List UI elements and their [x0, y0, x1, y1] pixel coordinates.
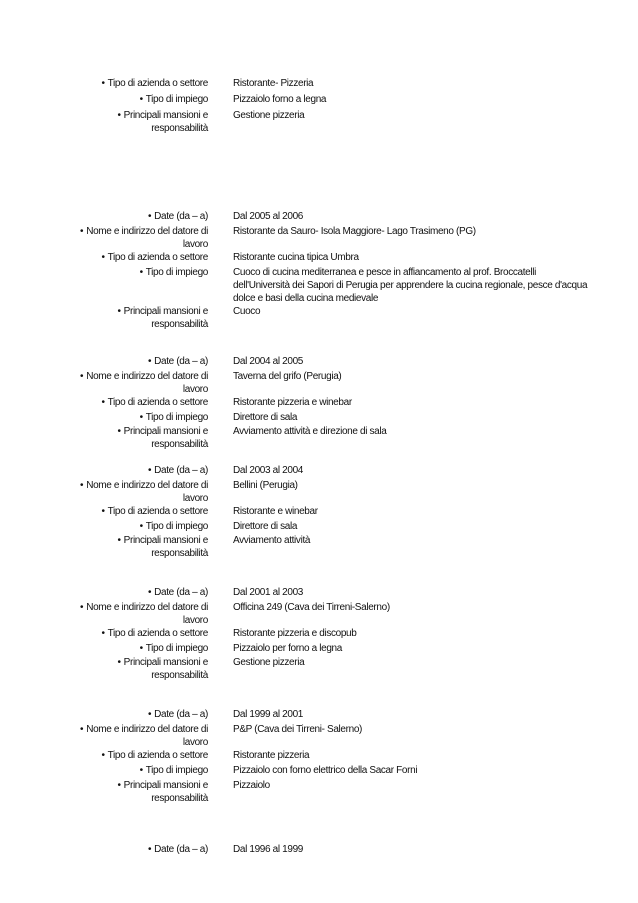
label-text: Tipo di impiego: [145, 412, 208, 423]
label-text: Nome e indirizzo del datore di lavoro: [86, 371, 208, 395]
field-label: [72, 251, 208, 264]
field-label: [72, 520, 208, 533]
label-text: Principali mansioni e responsabilità: [123, 780, 208, 804]
label-text: Date (da – a): [154, 465, 208, 476]
field-value: Gestione pizzeria: [233, 110, 305, 121]
field-label: [96, 305, 208, 331]
field-value: Pizzaiolo per forno a legna: [233, 643, 342, 654]
field-value: Dal 2004 al 2005: [233, 356, 304, 367]
field-label: [72, 723, 208, 749]
label-text: Tipo di impiego: [145, 765, 208, 776]
field-value: Avviamento attività e direzione di sala: [233, 426, 387, 437]
field-label: [72, 708, 208, 721]
field-value: Ristorante pizzeria: [233, 750, 310, 761]
bullet: •: [101, 78, 105, 89]
label-text: Nome e indirizzo del datore di lavoro: [86, 480, 208, 504]
label-text: Principali mansioni e responsabilità: [123, 535, 208, 559]
label-text: Principali mansioni e responsabilità: [123, 306, 208, 330]
label-text: Tipo di azienda o settore: [107, 628, 208, 639]
label-text: Nome e indirizzo del datore di lavoro: [86, 226, 208, 250]
label-text: Date (da – a): [154, 356, 208, 367]
label-text: Tipo di azienda o settore: [107, 78, 208, 89]
label-text: Date (da – a): [154, 709, 208, 720]
bullet: •: [80, 371, 84, 382]
label-text: Tipo di azienda o settore: [107, 750, 208, 761]
field-value: P&P (Cava dei Tirreni- Salerno): [233, 724, 363, 735]
bullet: •: [117, 110, 121, 121]
bullet: •: [80, 480, 84, 491]
bullet: •: [80, 226, 84, 237]
label-text: Principali mansioni e responsabilità: [123, 657, 208, 681]
field-value: Direttore di sala: [233, 521, 298, 532]
label-text: Tipo di impiego: [145, 267, 208, 278]
field-label: [72, 396, 208, 409]
bullet: •: [117, 535, 121, 546]
field-label: [72, 266, 208, 279]
field-label: [72, 601, 208, 627]
bullet: •: [139, 412, 143, 423]
field-label: [72, 355, 208, 368]
bullet: •: [117, 657, 121, 668]
label-text: Principali mansioni e responsabilità: [123, 426, 208, 450]
field-value: Dal 2001 al 2003: [233, 587, 304, 598]
field-value: Ristorante cucina tipica Umbra: [233, 252, 359, 263]
label-text: Tipo di impiego: [145, 521, 208, 532]
label-text: Tipo di impiego: [145, 643, 208, 654]
field-label: [96, 779, 208, 805]
field-label: [96, 425, 208, 451]
label-text: Date (da – a): [154, 844, 208, 855]
field-value: Bellini (Perugia): [233, 480, 298, 491]
field-value: Officina 249 (Cava dei Tirreni-Salerno): [233, 602, 390, 613]
bullet: •: [101, 628, 105, 639]
field-value: Dal 1996 al 1999: [233, 844, 304, 855]
bullet: •: [101, 750, 105, 761]
field-value: Pizzaiolo: [233, 780, 270, 791]
field-value: Dal 1999 al 2001: [233, 709, 304, 720]
field-label: [72, 749, 208, 762]
bullet: •: [148, 465, 152, 476]
field-label: [72, 505, 208, 518]
bullet: •: [139, 94, 143, 105]
field-value: Gestione pizzeria: [233, 657, 305, 668]
field-label: [96, 109, 208, 135]
bullet: •: [148, 709, 152, 720]
field-label: [96, 656, 208, 682]
field-value: Ristorante- Pizzeria: [233, 78, 314, 89]
bullet: •: [117, 780, 121, 791]
field-value: Direttore di sala: [233, 412, 298, 423]
field-label: [96, 534, 208, 560]
bullet: •: [139, 521, 143, 532]
field-label: [72, 77, 208, 90]
field-value: Ristorante pizzeria e discopub: [233, 628, 357, 639]
bullet: •: [148, 587, 152, 598]
bullet: •: [117, 306, 121, 317]
bullet: •: [101, 397, 105, 408]
bullet: •: [80, 724, 84, 735]
field-label: [72, 210, 208, 223]
field-value: Cuoco: [233, 306, 261, 317]
bullet: •: [139, 267, 143, 278]
label-text: Tipo di azienda o settore: [107, 506, 208, 517]
field-label: [72, 370, 208, 396]
bullet: •: [101, 252, 105, 263]
label-text: Date (da – a): [154, 211, 208, 222]
field-value: Ristorante da Sauro- Isola Maggiore- Lago Trasimeno (PG): [233, 226, 476, 237]
label-text: Tipo di impiego: [145, 94, 208, 105]
label-text: Principali mansioni e responsabilità: [123, 110, 208, 134]
field-value: Pizzaiolo forno a legna: [233, 94, 327, 105]
field-label: [72, 464, 208, 477]
field-value: Dal 2003 al 2004: [233, 465, 304, 476]
field-label: [72, 843, 208, 856]
field-label: [72, 411, 208, 424]
bullet: •: [139, 765, 143, 776]
bullet: •: [139, 643, 143, 654]
bullet: •: [148, 211, 152, 222]
field-label: [72, 642, 208, 655]
label-text: Nome e indirizzo del datore di lavoro: [86, 602, 208, 626]
field-value: Dal 2005 al 2006: [233, 211, 304, 222]
label-text: Tipo di azienda o settore: [107, 397, 208, 408]
field-value: Avviamento attività: [233, 535, 311, 546]
bullet: •: [148, 844, 152, 855]
bullet: •: [80, 602, 84, 613]
field-label: [72, 586, 208, 599]
bullet: •: [101, 506, 105, 517]
field-value: Pizzaiolo con forno elettrico della Sacar Forni: [233, 765, 418, 776]
field-label: [72, 627, 208, 640]
field-label: [72, 225, 208, 251]
field-value: Taverna del grifo (Perugia): [233, 371, 342, 382]
label-text: Date (da – a): [154, 587, 208, 598]
bullet: •: [117, 426, 121, 437]
bullet: •: [148, 356, 152, 367]
field-value: Ristorante pizzeria e winebar: [233, 397, 352, 408]
field-label: [72, 764, 208, 777]
field-value: Cuoco di cucina mediterranea e pesce in affiancamento al prof. Broccatelli dell'Università dei Sapori di Perugia per apprendere la cucina regionale, pesce d'acqua dolce e basi della cucina medievale: [233, 267, 588, 304]
field-label: [72, 93, 208, 106]
field-label: [72, 479, 208, 505]
label-text: Nome e indirizzo del datore di lavoro: [86, 724, 208, 748]
label-text: Tipo di azienda o settore: [107, 252, 208, 263]
field-value: Ristorante e winebar: [233, 506, 318, 517]
